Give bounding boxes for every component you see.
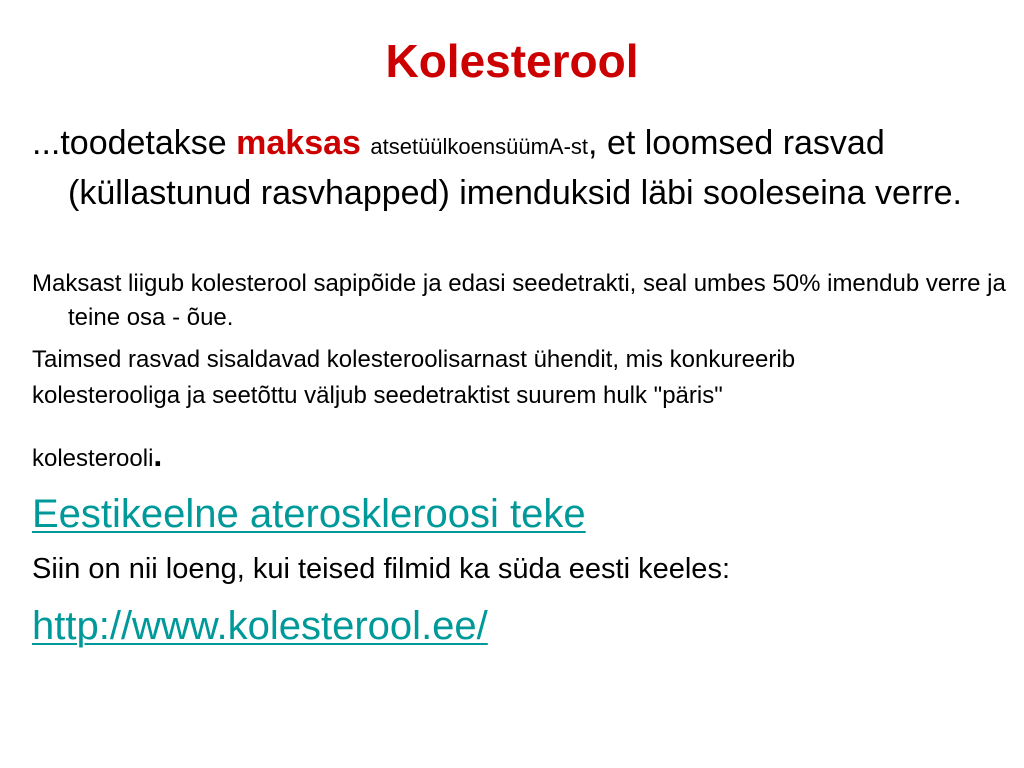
paragraph-liver-to-gut: Maksast liigub kolesterool sapipõide ja edasi seedetrakti, seal umbes 50% imendub verre ja teine osa - õue. (32, 270, 1006, 331)
paragraph-period: . (153, 437, 163, 473)
paragraph-production-space (361, 124, 370, 162)
paragraph-plant-fats-line3 (32, 437, 972, 477)
small-term-acetyl-coa: atsetüülkoensüümA-st (370, 134, 589, 159)
slide-title: Kolesterool (385, 35, 639, 87)
paragraph-production-text-end: , et loomsed rasvad (küllastunud rasvhapped) imenduksid läbi sooleseina verre. (68, 124, 962, 212)
paragraph-lecture-info: Siin on nii loeng, kui teised filmid ka süda eesti keeles: (32, 553, 730, 585)
paragraph-production (32, 120, 1008, 217)
paragraph-production-text-start: ...toodetakse (32, 124, 237, 162)
link-atherosclerosis[interactable]: Eestikeelne ateroskleroosi teke (32, 492, 586, 536)
paragraph-plant-fats-line2: kolesterooliga ja seetõttu väljub seedetraktist suurem hulk "päris" (32, 382, 723, 409)
paragraph-plant-fats-line3-text: kolesterooli (32, 445, 154, 472)
link-kolesterool-website[interactable]: http://www.kolesterool.ee/ (32, 604, 488, 648)
paragraph-plant-fats-line1: Taimsed rasvad sisaldavad kolesteroolisarnast ühendit, mis konkureerib (32, 346, 796, 373)
highlight-maksas: maksas (236, 124, 361, 162)
